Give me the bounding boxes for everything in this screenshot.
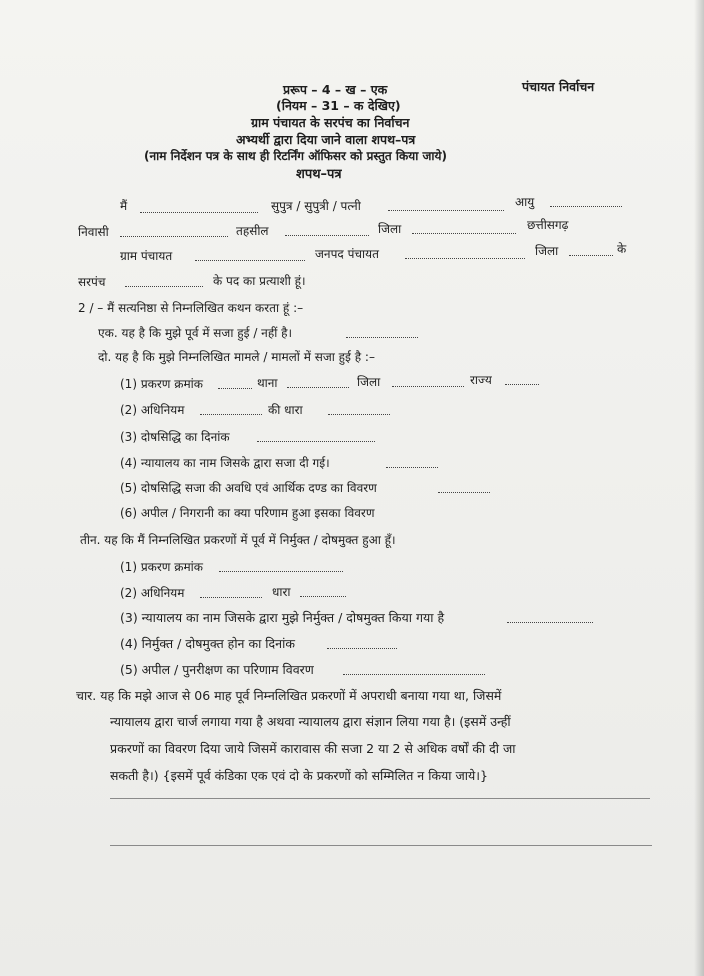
two-act-blank [200,402,262,418]
rule-reference: (नियम – 31 – क देखिए) [276,98,401,113]
two-state-blank [505,372,539,388]
two-sentence-label: (5) दोषसिद्धि सजा की अवधि एवं आर्थिक दण्ड का विवरण [120,481,377,495]
parent-name-blank [388,198,504,214]
candidate-text: के पद का प्रत्याशी हूं। [213,274,306,288]
district-blank [412,221,516,237]
three-case-no-blank [219,559,343,575]
three-case-no-label: (1) प्रकरण क्रमांक [120,560,203,574]
two-section-blank [328,402,390,418]
of-label: के [617,242,627,256]
top-right-label: पंचायत निर्वाचन [522,79,595,94]
janpad-blank [405,246,525,262]
two-court-blank [386,455,438,471]
page-edge-shadow [694,0,704,976]
three-appeal-label: (5) अपील / पुनरीक्षण का परिणाम विवरण [120,662,314,677]
form-number: प्ररूप – 4 – ख – एक [283,82,388,97]
tehsil-label: तहसील [236,224,269,238]
clause-four-line-3: प्रकरणों का विवरण दिया जाये जिसमें कारावास की सजा 2 या 2 से अधिक वर्षों की दी जा [110,741,516,756]
two-case-no-blank [218,376,252,392]
two-police-station-blank [287,375,349,391]
two-appeal-label: (6) अपील / निगरानी का क्या परिणाम हुआ इसका विवरण [120,506,375,520]
three-acquittal-date-blank [327,636,397,652]
relation-label: सुपुत्र / सुपुत्री / पत्नी [271,199,361,213]
two-case-no-label: (1) प्रकरण क्रमांक [120,377,203,391]
resident-blank [120,224,228,240]
state-label: छत्तीसगढ़ [527,218,569,232]
two-district-blank [392,374,464,390]
two-act-label: (2) अधिनियम [120,403,185,417]
gram-panchayat-blank [195,248,305,264]
three-act-blank [200,585,262,601]
clause-four-line-2: न्यायालय द्वारा चार्ज लगाया गया है अथवा न्यायालय द्वारा संज्ञान लिया गया है। (इसमें उन्हीं [110,714,511,729]
affidavit-by: अभ्यर्थी द्वारा दिया जाने वाला शपथ–पत्र [236,132,416,147]
age-blank [550,194,622,210]
two-conviction-date-label: (3) दोषसिद्धि का दिनांक [120,430,230,444]
section2-lead: 2 / – मैं सत्यनिष्ठा से निम्नलिखित कथन करता हूं :– [78,301,304,315]
two-section-label: की धारा [268,403,303,417]
two-police-station-label: थाना [257,376,278,390]
fill-in-line-1 [110,798,650,799]
resident-label: निवासी [78,225,109,239]
submission-instruction: (नाम निर्देशन पत्र के साथ ही रिटर्निंग ऑफिसर को प्रस्तुत किया जाये) [144,149,447,163]
three-section-label: धारा [272,585,291,599]
three-section-blank [300,584,346,600]
name-blank [140,200,258,216]
district-label: जिला [378,222,402,236]
fill-in-line-2 [110,845,652,846]
clause-three: तीन. यह कि मैं निम्नलिखित प्रकरणों में पूर्व में निर्मुक्त / दोषमुक्त हुआ हूँ। [80,533,396,547]
clause-two: दो. यह है कि मुझे निम्नलिखित मामले / मामलों में सजा हुई है :– [98,350,375,364]
district2-label: जिला [535,244,559,258]
election-title: ग्राम पंचायत के सरपंच का निर्वाचन [251,115,410,130]
two-court-label: (4) न्यायालय का नाम जिसके द्वारा सजा दी गई। [120,456,330,470]
three-court-label: (3) न्यायालय का नाम जिसके द्वारा मुझे निर्मुक्त / दोषमुक्त किया गया है [120,610,445,625]
clause-four-line-1: चार. यह कि मझे आज से 06 माह पूर्व निम्नलिखित प्रकरणों में अपराधी बनाया गया था, जिसमें [76,688,502,703]
three-appeal-blank [343,662,485,678]
sarpanch-blank [125,274,203,290]
document-title: शपथ–पत्र [296,167,342,182]
intro-i: मैं [120,199,128,213]
three-court-blank [507,610,593,626]
two-district-label: जिला [357,375,381,389]
age-label: आयु [515,195,535,209]
clause-four-line-4: सकती है।) {इसमें पूर्व कंडिका एक एवं दो के प्रकरणों को सम्मिलित न किया जाये।} [110,768,488,783]
two-state-label: राज्य [470,373,492,387]
sarpanch-label: सरपंच [78,275,106,289]
three-act-label: (2) अधिनियम [120,586,185,600]
janpad-label: जनपद पंचायत [315,247,379,261]
gram-panchayat-label: ग्राम पंचायत [120,249,173,263]
clause-one-blank [346,325,418,341]
tehsil-blank [285,223,369,239]
district2-blank [569,243,613,259]
three-acquittal-date-label: (4) निर्मुक्त / दोषमुक्त होन का दिनांक [120,636,295,651]
two-sentence-blank [438,480,490,496]
two-conviction-date-blank [257,429,375,445]
clause-one: एक. यह है कि मुझे पूर्व में सजा हुई / नहीं है। [98,326,293,340]
